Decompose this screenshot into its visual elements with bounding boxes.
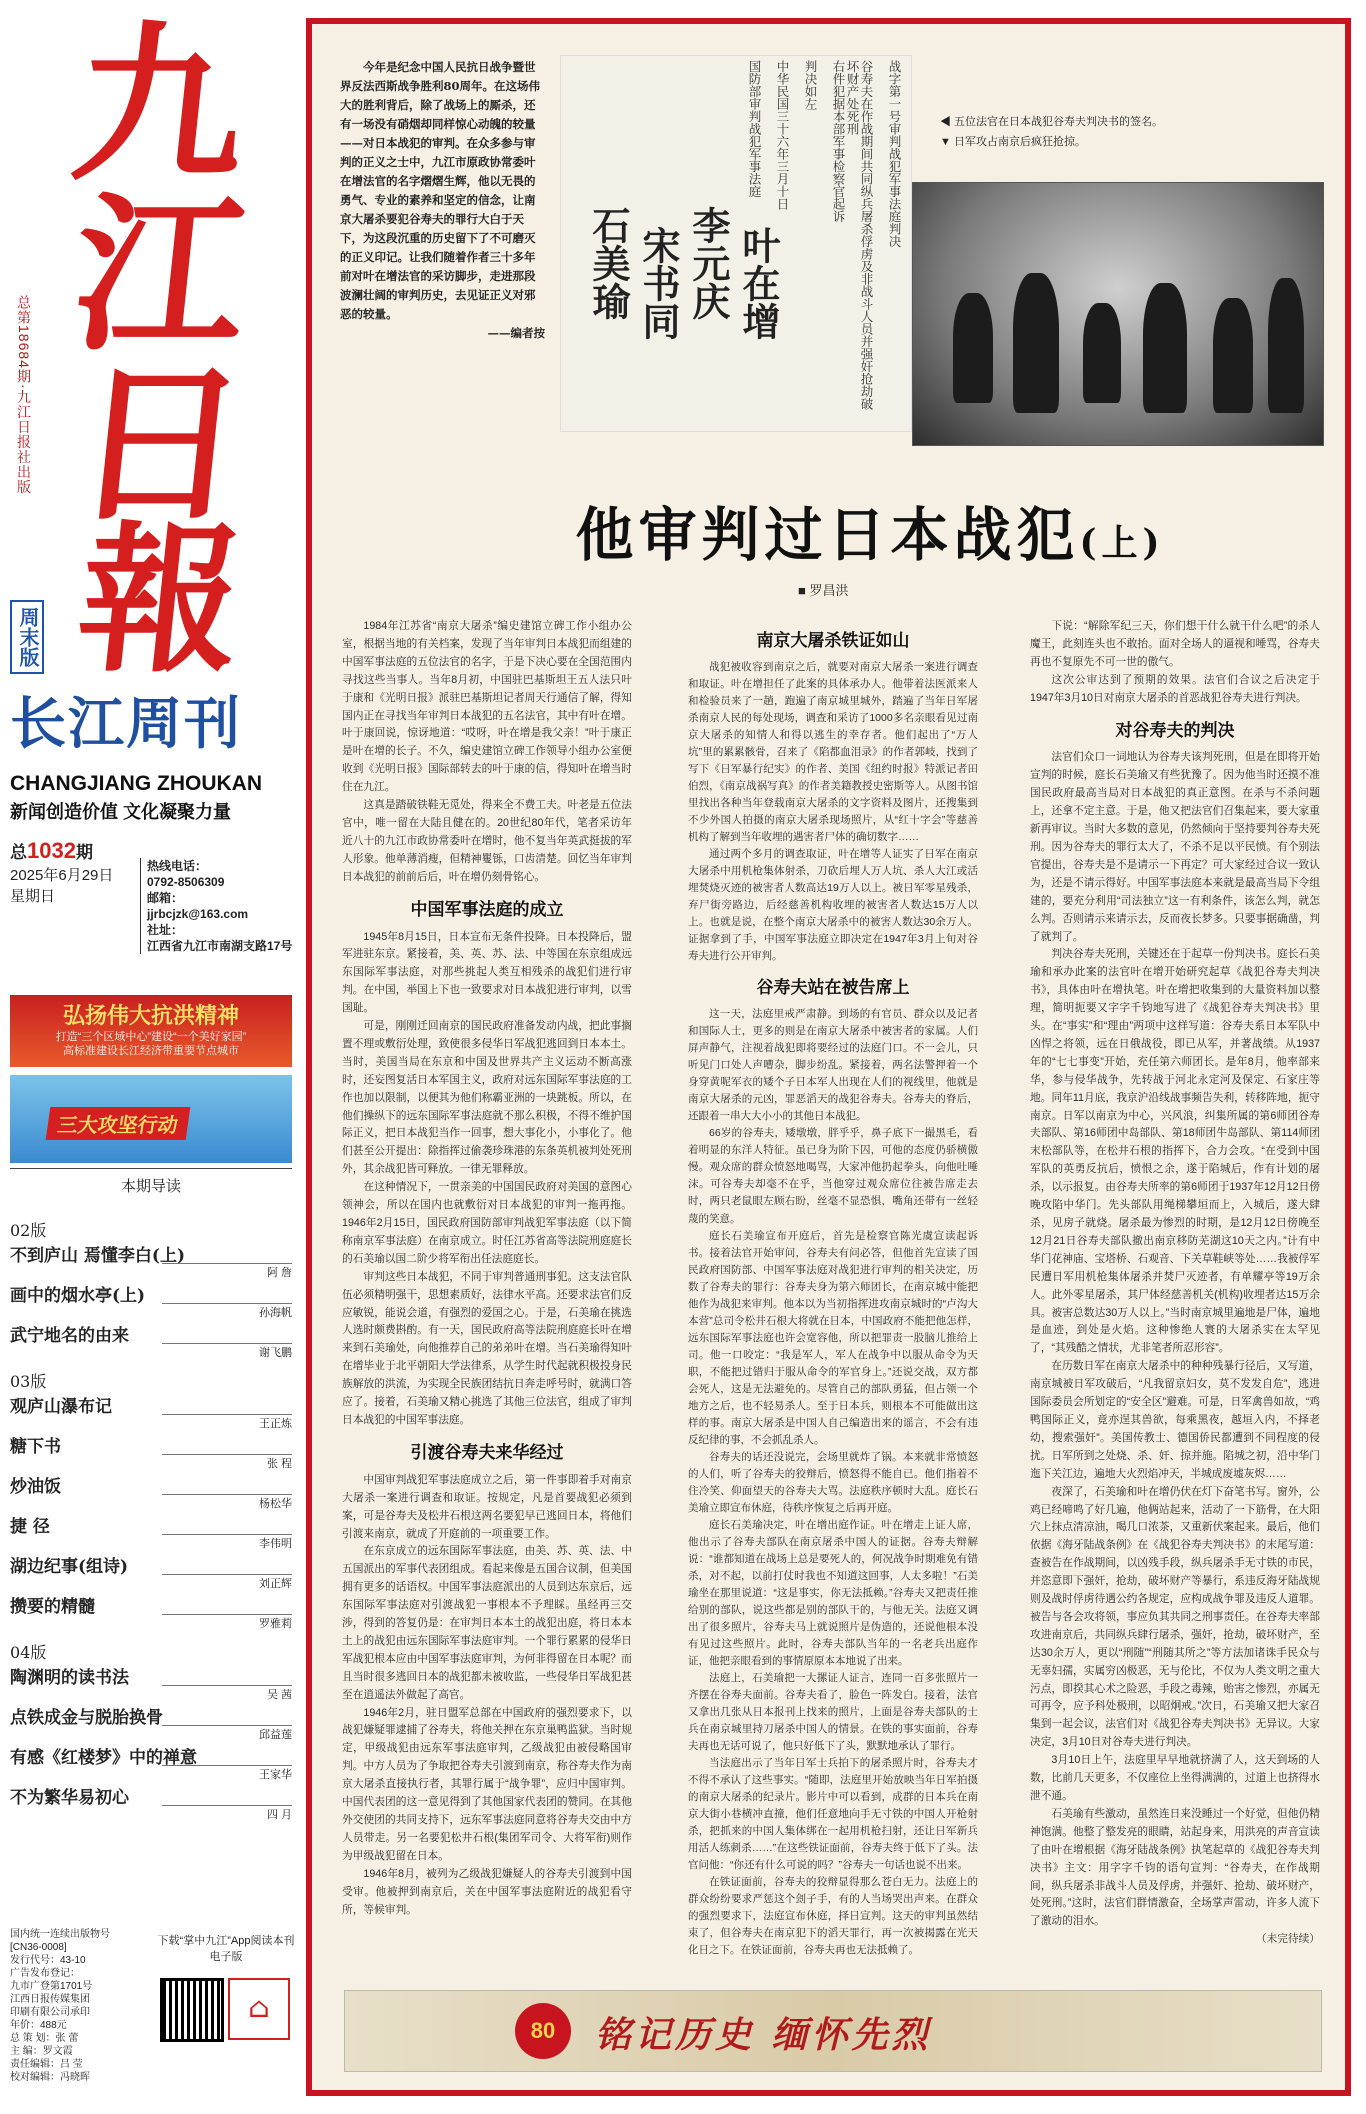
- issue-vertical-info: 总第18684期·九江日报社出版: [16, 295, 32, 495]
- toc-item-title: 糖下书: [10, 1437, 61, 1457]
- issue-box: [10, 838, 130, 906]
- pubinfo-line: 广告发布登记：: [10, 1968, 80, 1979]
- pubinfo-line: 校对编辑：冯晓晖: [10, 2072, 90, 2083]
- masthead-char-3: 日: [64, 345, 256, 545]
- pubinfo-line: 年价：488元: [10, 2020, 67, 2031]
- toc-item[interactable]: [10, 1663, 292, 1703]
- section-heading: 中国军事法庭的成立: [410, 899, 564, 919]
- toc-item-author: 张 程: [162, 1454, 292, 1471]
- toc-item-title: 不到庐山 焉懂李白(上): [10, 1246, 186, 1266]
- pubinfo-line: 发行代号：43-10: [10, 1955, 86, 1966]
- table-of-contents: [10, 1210, 292, 1823]
- toc-item-author: 谢飞鹏: [162, 1343, 292, 1360]
- to-be-continued: （未完待续）: [1255, 1933, 1320, 1946]
- toc-item-title: 武宁地名的由来: [10, 1326, 129, 1346]
- paragraph: 法官们众口一词地认为谷寿夫该判死刑，但是在即将开始宣判的时候，庭长石美瑜又有些犹豫了。因为他当时还摸不准国民政府最高当局对日本战犯的真正意图。在杀与不杀问题上，还拿不定主意。于是，他又把法官们召集起来，要大家重新再审议。当时大多数的意见，仍然倾向于坚持要判谷寿夫死刑。因为谷寿夫的罪行太大了，不杀不足以平民愤。有个别法官提出，谷寿夫是不是请示一下再定？可大家经过合议一致认为，还是不请示得好。中国军事法庭本来就是最高当局下令组建的，要充分利用“司法独立”这一有利条件，该怎么判，就怎么判。否则请示来请示去，反而夜长梦多。只要事据确凿，判了就判了。: [1030, 751, 1320, 943]
- email[interactable]: jjrbcjzk@163.com: [147, 907, 249, 921]
- toc-item[interactable]: [10, 1432, 292, 1472]
- toc-item-author: 四 月: [162, 1805, 292, 1822]
- judge-signature: 石美瑜: [586, 206, 631, 320]
- paragraph: 战犯被收容到南京之后，就要对南京大屠杀一案进行调查和取证。叶在增担任了此案的具体承办人。他带着法医派来人和检验员来了一趟，跑遍了南京城里城外，踏遍了当年日军屠杀南京人民的每处现场，调查和采访了1000多名亲眼看见过南京大屠杀的知情人和得以逃生的幸存者。他们起出了“万人坑”里的累累骸骨，召来了《陷都血泪录》的作者郭岐，找到了写下《日军暴行纪实》的作者、美国《纽约时报》特派记者田伯烈，《南京战祸写真》的作者美籍教授史密斯等人。从图书馆里找出各种当年登载南京大屠杀的文字资料及图片，还搜集到不少外国人拍摄的南京大屠杀现场照片，从“红十字会”等慈善机构了解到当年收埋的遇害者尸体的确切数字……: [688, 661, 978, 844]
- masthead-char-1: 九: [64, 5, 256, 205]
- app-logo-icon: ⌂: [228, 1978, 290, 2040]
- paragraph: 中国审判战犯军事法庭成立之后，第一件事即着手对南京大屠杀一案进行调查和取证。按规定，凡是首要战犯必须到案，可是谷寿夫及松井石根这两名要犯早已逃回日本，将他们引渡来南京，就成了开庭前的一项重要工作。: [342, 1473, 632, 1540]
- paragraph: 谷寿夫的话还没说完，会场里就炸了锅。本来就非常愤怒的人们，听了谷寿夫的狡辩后，愤怒得不能自已。他们指着不住冷笑、仰面望天的谷寿夫大骂。法庭秩序顿时大乱。庭长石美瑜立即宣布休庭，待秩序恢复之后再开庭。: [688, 1450, 978, 1514]
- three-campaigns-banner[interactable]: 三大攻坚行动: [10, 1075, 292, 1163]
- caption-signatures: ◀ 五位法官在日本战犯谷寿夫判决书的签名。: [940, 116, 1164, 128]
- toc-item[interactable]: [10, 1743, 292, 1783]
- toc-item-author: 阿 詹: [162, 1263, 292, 1280]
- editor-note-sign: ——编者按: [487, 326, 545, 340]
- toc-item-title: 炒油饭: [10, 1477, 61, 1497]
- masthead-char-4: 報: [70, 506, 250, 694]
- pubinfo-line: 总 策 划：张 蕾: [10, 2033, 79, 2044]
- article-column-1: [342, 618, 632, 1980]
- issue-number: 总1032期: [10, 838, 93, 863]
- toc-item-author: 邱益莲: [162, 1725, 292, 1742]
- paragraph: 1984年江苏省“南京大屠杀”编史建馆立碑工作小组办公室，根据当地的有关档案，发现了当年审判日本战犯而组建的中国军事法庭的五位法官的名字，于是下决心要在全国范围内寻找这些当事人。当年8月初，中国驻巴基斯坦王五人法只叶于康和《光明日报》派驻巴基斯坦记者周天行通信了解，得知国内正在寻找当年审判日本战犯的五名法官，其中有叶在增。叶于康回说，惊讶地道：“哎呀，叶在增是我父亲！”叶于康正是叶在增的长子。不久，编史建馆立碑工作领导小组办公室便收到《光明日报》国际部转去的叶于康的信，得知叶在增当时住在九江。: [342, 620, 632, 794]
- masthead-column: [0, 0, 300, 2114]
- memorial-banner: [344, 1990, 1322, 2072]
- toc-item-author: 杨松华: [162, 1494, 292, 1511]
- judge-signature: 叶在增: [736, 226, 781, 340]
- paragraph: 这一天，法庭里戒严肃静。到场的有官员、群众以及记者和国际人士，更多的则是在南京大屠杀中被害者的家属。人们屏声静气，注视着战犯即将要经过的法庭门口。不一会儿，只听见门口处人声嘈杂，脚步纷乱。紧接着，两名法警押着一个身穿黄呢军衣的矮个子日本军人出现在人们的视线里，他就是南京大屠杀的元凶，罪恶滔天的战犯谷寿夫。谷寿夫的脊后，还跟着一串大大小小的其他日本战犯。: [688, 1008, 978, 1123]
- qr-code-icon[interactable]: [160, 1978, 224, 2042]
- judgment-document-image: [560, 55, 912, 432]
- supplement-title: 长江周刊: [10, 692, 242, 755]
- supplement-slogan: 新闻创造价值 文化凝聚力量: [10, 802, 231, 822]
- toc-item-title: 湖边纪事(组诗): [10, 1557, 129, 1577]
- article-column-3: [1030, 618, 1320, 1980]
- toc-item[interactable]: [10, 1703, 292, 1743]
- pubinfo-line: 九市广登第1701号: [10, 1981, 93, 1992]
- issue-date: 2025年6月29日: [10, 867, 114, 884]
- section-heading: 谷寿夫站在被告席上: [756, 978, 910, 998]
- section-heading: 引渡谷寿夫来华经过: [410, 1442, 564, 1462]
- toc-item-title: 捷 径: [10, 1517, 50, 1537]
- publication-info: [10, 1928, 150, 2084]
- paragraph: 1945年8月15日，日本宣布无条件投降。日本投降后，盟军进驻东京。紧接着，美、英、苏、法、中等国在东京组成远东国际军事法庭，对那些挑起人类互相残杀的战犯们进行审判。在中国，举国上下也一致要求对日本战犯进行审判，以雪国耻。: [342, 930, 632, 1015]
- toc-item-author: 吴 茜: [162, 1685, 292, 1702]
- paragraph: 夜深了，石美瑜和叶在增仍伏在灯下奋笔书写。窗外，公鸡已经啼鸣了好几遍，他俩站起来，活动了一下筋骨，在大阳穴上抹点清凉油，喝几口浓茶，又重新伏案起来。最后，他们依据《海牙陆战条例》在《战犯谷寿夫判决书》的末尾写道：查被告在作战期间，以凶残手段，纵兵屠杀手无寸铁的市民，并恣意即下强奸，抢劫，破坏财产等暴行，系违反海牙陆战规则及战时俘虏待遇公约各规定，应构成战争罪及违反人道罪。被告与各会攻将领，事应负其共同之刑事责任。在谷寿夫率部攻进南京后，共同纵兵肆行屠杀，强奸，抢劫，破坏财产，至达30余万人，更以“刑随”“刑随其所之”等方法加诸诛手民众与无辜妇孺，实属穷凶极恶，无与伦比，不仅为人类文明之重大污点，即揆其心术之险恶，手段之毒辣，贻害之惨烈，亦属无可再令，应予科处极刑，以昭炯戒。”次日，石美瑜又把大家召集到一起会议，法官们对《战犯谷寿夫判决书》无异议。大家决定，3月10日对谷寿夫进行判决。: [1030, 1485, 1320, 1749]
- paragraph: 1946年2月，驻日盟军总部在中国政府的强烈要求下，以战犯嫌疑罪逮捕了谷寿夫，将他关押在东京巢鸭监狱。当时规定，甲级战犯由远东军事法庭审判，乙级战犯由被侵略国审判。中方人员为了争取把谷寿夫引渡到南京，称谷寿夫作为南京大屠杀直接执行者，其罪行属于“战争罪”，应归中国审判。中国代表团的这一意见得到了其他国家代表团的赞同。在其他外交使团的共同支持下，远东军事法庭同意将谷寿夫交由中方人员带走。另一名要犯松井石根(集团军司令、大将军衔)则作为甲级战犯留在日本。: [342, 1706, 632, 1862]
- paragraph: 3月10日上午，法庭里早早地就挤满了人，这天到场的人数，比前几天更多，不仅座位上坐得满满的，过道上也挤得水泄不通。: [1030, 1754, 1320, 1802]
- memorial-banner-text: 铭记历史 缅怀先烈: [595, 2014, 932, 2056]
- headline: 他审判过日本战犯(上): [575, 501, 1165, 569]
- paragraph: 在铁证面前，谷寿夫的狡辩显得那么苍白无力。法庭上的群众纷纷要求严惩这个刽子手，有的人当场哭出声来。在群众的强烈要求下，法庭宣布休庭，择日宣判。这天的审判虽然结束了，但谷寿夫在南京犯下的滔天罪行，再一次被揭露在光天化日之下。在铁证面前，谷寿夫再也无法抵赖了。: [688, 1876, 978, 1957]
- section-heading: 对谷寿夫的判决: [1115, 720, 1235, 740]
- anniversary-badge-icon: 80: [515, 2003, 571, 2059]
- toc-section-label: 04版: [10, 1643, 47, 1662]
- address: 江西省九江市南湖支路17号: [147, 939, 293, 953]
- toc-item-author: 刘正辉: [162, 1574, 292, 1591]
- toc-item-title: 有感《红楼梦》中的禅意: [10, 1748, 197, 1768]
- document-text-column: 谷寿夫在作战期间共同纵兵屠杀俘虏及非战斗人员并强奸抢劫破坏财产处死刑: [845, 60, 874, 410]
- toc-heading: 本期导读: [10, 1168, 292, 1196]
- weekend-edition-tag: 周末版: [10, 600, 44, 674]
- paragraph: 庭长石美瑜宣布开庭后，首先是检察官陈光虞宣读起诉书。接着法官开始审问，谷寿夫有问必答，但他首先宣读了国民政府国防部、中国军事法庭对战犯进行审判的相关决定，历数了谷寿夫的罪行：谷寿夫身为第六师团长，在南京城中能把他作为战犯来审判。他本以为当初指挥进攻南京城时的“卢沟大本营”总司令松井石根大将就在日本，中国政府不能把他怎样，远东国际军事法庭也许会宽容他，所以把罪责一股脑儿推给上司。他一口咬定：“我是军人，军人在战争中以服从命令为天职，不能把过错归于服从命令的军官身上。”还说交战，双方都会死人，这是无法避免的。尽管自己的部队勇猛，但占领一个地方之后，也不轻易杀人。至于日本兵，则根本不可能做出这样的事。南京大屠杀是中国人自己编造出来的谣言，不会有违反纪律的事，不会抓乱杀人。: [688, 1229, 978, 1446]
- toc-item-title: 陶渊明的读书法: [10, 1668, 129, 1688]
- paragraph: 在东京成立的远东国际军事法庭，由美、苏、英、法、中五国派出的军事代表团组成。看起来像是五国合议制，但美国拥有更多的话语权。中国军事法庭派出的人员到达东京后，远东国际军事法庭对引渡战犯一事根本不予理睬。虽经再三交涉，得到的答复仍是：在审判日本本土的战犯出庭，将日本本土上的战犯由远东国际军事法庭审判。一个罪行累累的侵华日军战犯根本应由中国军事法庭审判，为何非得留在日本呢？而且当时很多逃回日本的战犯都未被收监，一些侵华日军战犯甚至在逍遥法外做起了高官。: [342, 1545, 632, 1701]
- paragraph: 可是，刚刚迁回南京的国民政府准备发动内战，把此事搁置不理或敷衍处理，致使很多侵华日军战犯逃回到日本本土。当时，美国当局在东京和中国及世界共产主义运动不断高涨时，还妄图复活日本军国主义，政府对远东国际军事法庭的工作也加以限制，以便其为他们称霸亚洲的一块跳板。所以，在他们操纵下的远东国际军事法庭就不那么积极，不得不维护国际正义，把日本战犯当作一回事，想大事化小，小事化了。他们甚至公开提出：除指挥过偷袭珍珠港的东条英机被判处死刑外，其余战犯皆可释放。一律无罪释放。: [342, 1020, 632, 1176]
- toc-item[interactable]: [10, 1552, 292, 1592]
- paragraph: 66岁的谷寿夫，矮墩墩，胖乎乎，鼻子底下一撮黑毛，看着明显的东洋人特征。虽已身为阶下囚，可他的态度仍骄横傲慢。观众席的群众愤怒地喝骂，大家冲他扔起拳头，向他吐唾沫。可谷寿夫却毫不在乎，当他穿过观众席位往被告席走去时，两只老鼠眼左顾右盼，丝毫不显恐惧，嘴角还带有一丝轻蔑的笑意。: [688, 1127, 978, 1225]
- section-heading: 南京大屠杀铁证如山: [756, 631, 910, 650]
- paragraph: 判决谷寿夫死刑，关键还在于起草一份判决书。庭长石美瑜和承办此案的法官叶在增开始研究起草《战犯谷寿夫判决书》，具体由叶在增执笔。叶在增把收集到的大量资料加以整理，简明扼要又字字千钧地写进了《战犯谷寿夫判决书》里头。在“事实”和“理由”两项中这样写道：谷寿夫系日本军队中凶悍之将领，远在日俄战役，即已从军，并著战绩。从1937年的“七七事变”开始，充任第六师团长。是年8月，他率部来华，参与侵华战争，先转战于河北永定河及保定、石家庄等地。同年11月底，我京沪沿线战事频告失利，转移阵地，扼守南京。日军以南京为中心，兴风浪，纠集所属的第6师团谷寿夫部队、第16师团中岛部队、第18师团牛岛部队、第114师团末松部队等，在松井石根的指挥下，合力会攻。“在受到中国军队的英勇反抗后，愤恨之余，遂于陷城后，作有计划的屠杀，以示报复。由谷寿夫所率的第6师团于1937年12月12日傍晚攻陷中华门。先头部队用绳梯攀垣而上，入城后，遂大肆杀，见房子就烧。屠杀最为惨烈的时期，是12月12日傍晚至12月21日谷寿夫部队撤出南京移防芜湖这10天之内。”计有中华门花神庙、宝塔桥、石观音、下关草鞋峡等处……我被俘军民遭日军用机枪集体屠杀并焚尸灭迹者，有单耀亭等19万余人。此外零星屠杀，其尸体经慈善机关(机构)收埋者达15万余具。被害总数达30万人以上。”当时南京城里遍地是尸体，遍地是血迹，到处是火焰。这种惨绝人寰的大屠杀实在太罕见了，“其残酷之情状，尤非笔者所忍形容”。: [1030, 948, 1320, 1355]
- toc-item-author: 罗雅莉: [162, 1614, 292, 1631]
- judge-signature: 宋书同: [636, 226, 681, 340]
- toc-item-title: 不为繁华易初心: [10, 1788, 129, 1808]
- editor-note: 今年是纪念中国人民抗日战争暨世界反法西斯战争胜利80周年。在这场伟大的胜利背后，除了战场上的厮杀，还有一场没有硝烟却同样惊心动魄的较量——对日本战犯的审判。在众多参与审判的正义之士中，九江市原政协常委叶在增法官的名字熠熠生辉，他以无畏的勇气、专业的素养和坚定的信念，让南京大屠杀要犯谷寿夫的罪行大白于天下，为这段沉重的历史留下了不可磨灭的正义印记。让我们随着作者三十多年前对叶在增法官的采访脚步，走进那段波澜壮阔的审判历史，去见证正义对邪恶的较量。 ——编者按: [340, 58, 545, 343]
- toc-item-title: 观庐山瀑布记: [10, 1397, 112, 1417]
- image-captions: [940, 112, 1270, 152]
- toc-item-author: 王家华: [162, 1765, 292, 1782]
- pubinfo-line: 主 编：罗文霞: [10, 2046, 73, 2057]
- hotline: 0792-8506309: [147, 875, 225, 889]
- toc-item[interactable]: [10, 1281, 292, 1321]
- toc-item[interactable]: [10, 1592, 292, 1632]
- toc-section-label: 02版: [10, 1221, 47, 1240]
- toc-item-author: 李伟明: [162, 1534, 292, 1551]
- pubinfo-line: 责任编辑：吕 莹: [10, 2059, 83, 2070]
- article-column-2: [688, 618, 978, 1980]
- toc-section-label: 03版: [10, 1372, 47, 1391]
- toc-item[interactable]: [10, 1512, 292, 1552]
- paragraph: 当法庭出示了当年日军士兵拍下的屠杀照片时，谷寿夫才不得不承认了这些事实。“随即，法庭里开始放映当年日军拍摄的南京大屠杀的纪录片。影片中可以看到，成群的日本兵在南京大街小巷横冲直撞，他们任意地向手无寸铁的中国人开枪射杀，把抓来的中国人集体绑在一起用机枪扫射，还让日军新兵用活人练刺杀……”在这些铁证面前，谷寿夫终于低下了头。法官问他：“你还有什么可说的吗？”谷寿夫一句话也说不出来。: [688, 1757, 978, 1872]
- toc-item[interactable]: [10, 1472, 292, 1512]
- document-text-column: 右件犯据本部军事检察官起诉: [831, 60, 846, 223]
- paragraph: 通过两个多月的调查取证，叶在增等人证实了日军在南京大屠杀中用机枪集体射杀，刀砍后埋人万人坑、杀人大江或活埋焚烧灭迹的被害者人数高达19万人以上。被日军零星残杀，弃尸街旁路边，后经慈善机构收埋的被害者人数达15万人以上。也就是说，在整个南京大屠杀中的被害人数达30余万人。证据拿到了手，中国军事法庭立即决定在1947年3月上旬对谷寿夫进行公开审判。: [688, 848, 978, 963]
- issue-weekday: 星期日: [10, 888, 56, 905]
- paragraph: 这次公审达到了预期的效果。法官们合议之后决定于1947年3月10日对南京大屠杀的首恶战犯谷寿夫进行判决。: [1030, 673, 1320, 704]
- paragraph: 法庭上，石美瑜把一大摞证人证言，连同一百多张照片一齐摆在谷寿夫面前。谷寿夫看了，脸色一阵发白。接着，法官又拿出几张从日本报刊上找来的照片，上面是谷寿夫部队的士兵在南京城里持刀屠杀中国人的情景。在铁的事实面前，谷寿夫再也无话可说了，他只好低下了头，默默地承认了罪行。: [688, 1671, 978, 1752]
- document-text-column: 国防部审判战犯军事法庭: [747, 60, 762, 198]
- paragraph: 在历数日军在南京大屠杀中的种种残暴行径后，又写道，南京城被日军攻破后，“凡我留京妇女，莫不发发自危”，逃进国际委员会所划定的“安全区”避难。可是，日军禽兽如故，“鸡鸭国际正义，竟亦逞其兽欲，每乘黑夜，越垣入内，不择老幼，搜索强奸”。美国传教士、德国侨民都遭到不同程度的侵扰。日军所到之处烧、杀、奸、掠并施。陷城之初，沿中华门迤下关江边，遍地大火烈焰冲天，半城成废墟灰烬……: [1030, 1360, 1320, 1480]
- historical-photo: [912, 182, 1324, 446]
- supplement-english-title: CHANGJIANG ZHOUKAN: [10, 772, 262, 795]
- toc-item[interactable]: [10, 1392, 292, 1432]
- pubinfo-line: [CN36-0008]: [10, 1942, 67, 1953]
- caption-photo: ▼ 日军攻占南京后疯狂抢掠。: [940, 136, 1086, 148]
- pubinfo-line: 国内统一连续出版物号: [10, 1929, 110, 1940]
- toc-item-title: 点铁成金与脱胎换骨: [10, 1708, 163, 1728]
- toc-item-title: 画中的烟水亭(上): [10, 1286, 146, 1306]
- paragraph: 审判这些日本战犯，不同于审判普通刑事犯。这支法官队伍必须精明强干，思想素质好，法律水平高。还要求法官们反应敏锐，能说会道，有强烈的爱国之心。于是，石美瑜在挑选人选时颇费斟酌。有一天，国民政府高等法院刑庭庭长叶在增来到石美瑜处，向他推荐自己的弟弟叶在增。当石美瑜得知叶在增毕业于北平朝阳大学法律系，从学生时代起就积极投身民族解放的洪流，为实现全民族团结抗日奔走呼号时，就满口答应了。接着，石美瑜又精心挑选了其他三位法官，组成了审判日本战犯的中国军事法庭。: [342, 1270, 632, 1426]
- paragraph: 1946年8月，被列为乙级战犯嫌疑人的谷寿夫引渡到中国受审。他被押到南京后，关在中国军事法庭附近的战犯看守所，等候审判。: [342, 1867, 632, 1916]
- paragraph: 下说：“解除军纪三天，你们想干什么就干什么吧”的杀人魔王，此刻连头也不敢抬。面对全场人的逼视和唾骂，谷寿夫再也不复原先不可一世的傲气。: [1030, 620, 1320, 668]
- toc-item-author: 孙海帆: [162, 1303, 292, 1320]
- toc-item[interactable]: [10, 1783, 292, 1823]
- toc-item-title: 攒要的精髓: [10, 1597, 95, 1617]
- document-text-column: 判决如左: [803, 60, 818, 110]
- toc-item[interactable]: [10, 1321, 292, 1361]
- masthead-char-2: 江: [64, 175, 256, 375]
- paragraph: 这真是踏破铁鞋无觅处，得来全不费工夫。叶老是五位法官中，唯一留在大陆且健在的。20世纪80年代，笔者采访年近八十的九江市政协常委叶在增时，他不复当年英武挺拔的军人形象。他单薄消瘦，但精神矍铄，口齿清楚。回忆当年审判日本战犯的前前后后，叶在增仍刻骨铭心。: [342, 799, 632, 883]
- paragraph: 庭长石美瑜决定，叶在增出庭作证。叶在增走上证人席，他出示了谷寿夫部队在南京屠杀中国人的证据。谷寿夫辩解说：“谁都知道在战场上总是要死人的，何况战争时期难免有错杀，对不起，以前打仗时我也不知道这回事，人太多啦！”石美瑜坐在那里说道：“这是事实，你无法抵赖。”谷寿夫又把责任推给别的部队，说这些都是别的部队干的，与他无关。法庭又调出了很多照片，谷寿夫马上就说照片是伪造的，还说他根本没有见过这些照片。此时，谷寿夫部队当年的一名老兵出庭作证，他把亲眼看到的事情原原本本地说了出来。: [688, 1518, 978, 1667]
- flood-spirit-banner[interactable]: 弘扬伟大抗洪精神 打造“三个区域中心”建设“一个美好家园” 高标准建设长江经济带重要节点城市: [10, 995, 292, 1067]
- document-text-column: 战字第一号审判战犯军事法庭判决: [887, 60, 902, 248]
- app-download-text: 下载“掌中九江”App阅读本刊电子版: [157, 1935, 295, 1963]
- pubinfo-line: 江西日报传媒集团: [10, 1994, 90, 2005]
- toc-item[interactable]: [10, 1241, 292, 1281]
- paragraph: 在这种情况下，一贯亲美的中国国民政府对美国的意图心领神会，所以在国内也就敷衍对日本战犯的审判一拖再拖。1946年2月15日，国民政府国防部审判战犯军事法庭（以下简称南京军事法庭）在南京成立。时任江苏省高等法院刑庭庭长的石美瑜以国二阶少将军衔出任法庭庭长。: [342, 1181, 632, 1265]
- document-text-column: 中华民国三十六年三月十日: [775, 60, 790, 210]
- toc-item-author: 王正炼: [162, 1414, 292, 1431]
- pubinfo-line: 印刷有限公司承印: [10, 2007, 90, 2018]
- contact-info: 热线电话： 0792-8506309 邮箱： jjrbcjzk@163.com 社址： 江西省九江市南湖支路17号: [140, 858, 307, 954]
- byline: ■ 罗昌洪: [798, 583, 849, 598]
- judge-signature: 李元庆: [686, 206, 731, 320]
- paragraph: 石美瑜有些激动，虽然连日来没睡过一个好觉，但他仍精神饱满。他整了整发亮的眼睛，站起身来，用洪亮的声音宣读了由叶在增根据《海牙陆战条例》执笔起草的《战犯谷寿夫判决书》主文：用字字千钧的语句宣判：“谷寿夫，在作战期间，纵兵屠杀非战斗人员及俘虏，并强奸、抢劫、破坏财产，处死刑。”这时，法官们群情激奋，全场掌声雷动，许多人流下了激动的泪水。: [1030, 1807, 1320, 1928]
